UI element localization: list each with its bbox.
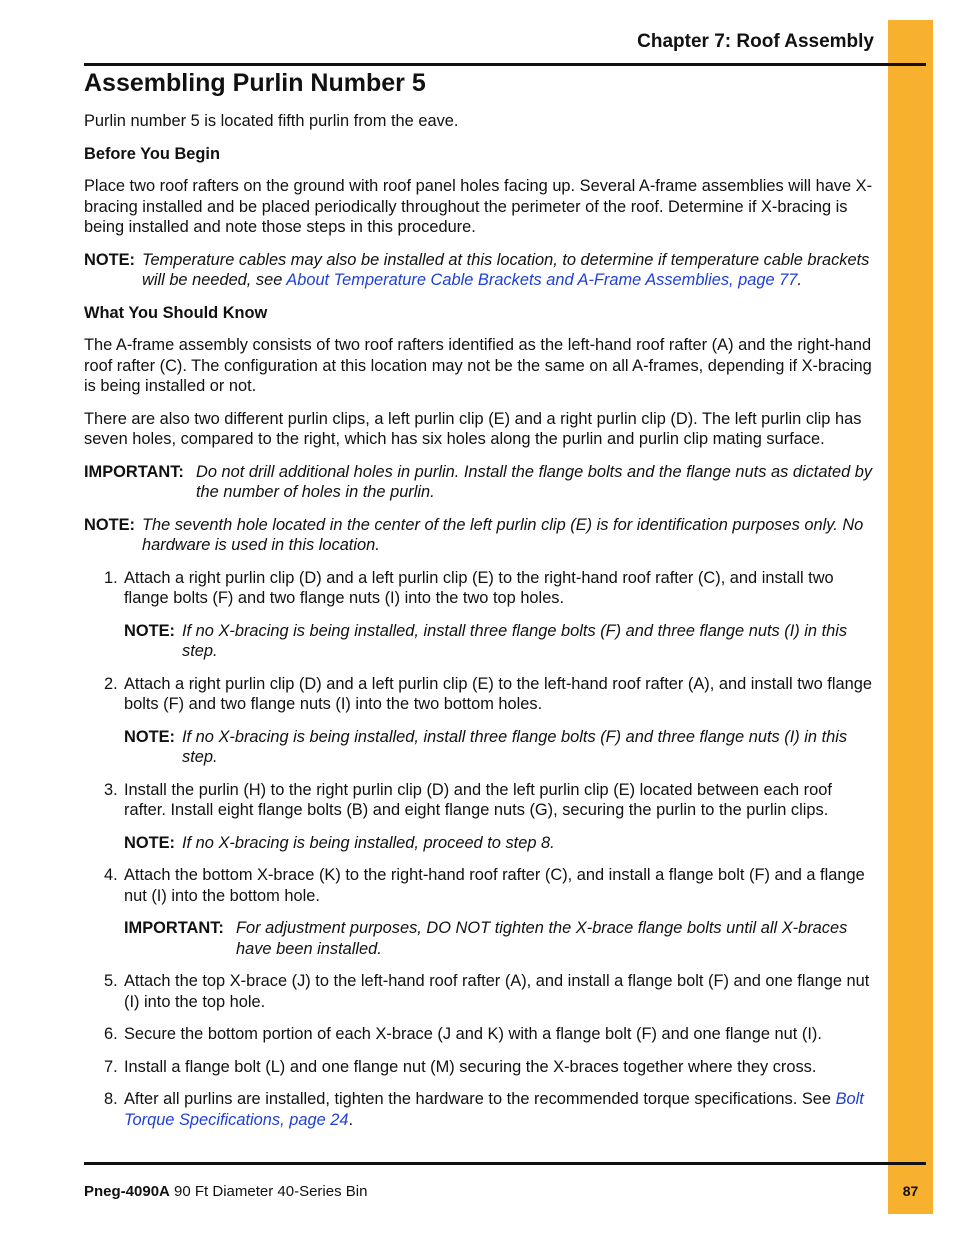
note-body: Temperature cables may also be installed at this location, to determine if temperature cable brackets will be needed, see [142, 250, 870, 289]
page-content [84, 111, 876, 1142]
step-text: Attach the top X-brace (J) to the left-hand roof rafter (A), and install a flange bolt (F) and one flange nut (I) into the top hole. [124, 972, 870, 1011]
step-text [124, 1089, 876, 1130]
document-number: Pneg-4090A [84, 1183, 170, 1200]
step-text: Install a flange bolt (L) and one flange nut (M) securing the X-braces together where they cross. [124, 1057, 817, 1076]
step-text: Attach a right purlin clip (D) and a left purlin clip (E) to the left-hand roof rafter (A), and install two flange bolts (F) and two flange nuts (I) into the two bottom holes. [124, 674, 872, 713]
purlin-clip-paragraph: There are also two different purlin clips, a left purlin clip (E) and a right purlin clip (D). The left purlin clip has seven holes, compared to the right, which has six holes along the purlin and purlin clip mating surface. [84, 409, 862, 448]
note-label: NOTE: [124, 727, 175, 746]
step-8 [84, 1089, 876, 1130]
step-text: Install the purlin (H) to the right purlin clip (D) and the left purlin clip (E) located between each roof rafter. Install eight flange bolts (B) and eight flange nuts (G), securing the purlin to the purlin clips. [124, 780, 832, 819]
note-label: NOTE: [84, 515, 135, 534]
step-text: Secure the bottom portion of each X-brace (J and K) with a flange bolt (F) and one flange nut (I). [124, 1025, 822, 1043]
step-note [124, 833, 876, 854]
step-6 [84, 1024, 876, 1045]
intro-paragraph: Purlin number 5 is located fifth purlin from the eave. [84, 112, 459, 130]
step-1 [84, 568, 876, 662]
step-number: 6. [104, 1025, 118, 1043]
step-number: 8. [104, 1090, 118, 1108]
step-text: Attach a right purlin clip (D) and a left purlin clip (E) to the right-hand roof rafter (C), and install two flange bolts (F) and two flange nuts (I) into the two top holes. [124, 568, 834, 607]
important-label: IMPORTANT: [84, 462, 184, 481]
step-4 [84, 865, 876, 959]
step-number: 1. [104, 568, 118, 587]
step-2 [84, 674, 876, 768]
procedure-steps [84, 568, 876, 1131]
important-drill-note [84, 462, 876, 503]
document-title: 90 Ft Diameter 40-Series Bin [169, 1183, 368, 1200]
important-text: For adjustment purposes, DO NOT tighten the X-brace flange bolts until all X-braces have been installed. [236, 919, 848, 958]
footer [84, 1183, 367, 1200]
note-end: . [797, 271, 802, 289]
chapter-color-tab [888, 20, 933, 1214]
step-5 [84, 971, 876, 1012]
step-number: 3. [104, 780, 118, 799]
step-number: 4. [104, 866, 118, 884]
a-frame-paragraph: The A-frame assembly consists of two roof rafters identified as the left-hand roof rafter (A) and the right-hand roof rafter (C). The configuration at this location may not be the same on all A-frames, depending if X-bracing is being installed or not. [84, 336, 872, 395]
step-text: Attach the bottom X-brace (K) to the right-hand roof rafter (C), and install a flange bolt (F) and a flange nut (I) into the bottom hole. [124, 866, 865, 905]
step-important [124, 918, 876, 959]
note-text: If no X-bracing is being installed, proceed to step 8. [182, 833, 555, 852]
step-number: 7. [104, 1057, 118, 1076]
note-text: If no X-bracing is being installed, install three flange bolts (F) and three flange nuts (I) in this step. [182, 621, 848, 660]
footer-rule [84, 1162, 926, 1165]
note-label: NOTE: [84, 250, 135, 269]
note-label: NOTE: [124, 621, 175, 640]
important-text: Do not drill additional holes in purlin. Install the flange bolts and the flange nuts as dictated by the number of holes in the purlin. [196, 462, 873, 501]
important-label: IMPORTANT: [124, 919, 224, 937]
note-text: If no X-bracing is being installed, install three flange bolts (F) and three flange nuts (I) in this step. [182, 727, 848, 766]
header-rule [84, 63, 926, 66]
page-title: Assembling Purlin Number 5 [84, 69, 426, 97]
note-label: NOTE: [124, 833, 175, 852]
bolt-torque-link[interactable]: Bolt Torque Specifications, page 24 [124, 1090, 864, 1129]
chapter-heading: Chapter 7: Roof Assembly [637, 31, 874, 52]
step-note [124, 727, 876, 768]
step-7 [84, 1057, 876, 1078]
temperature-brackets-link[interactable]: About Temperature Cable Brackets and A-Frame Assemblies, page 77 [286, 271, 798, 289]
before-you-begin-text: Place two roof rafters on the ground with roof panel holes facing up. Several A-frame assemblies will have X-bracing installed and be placed periodically throughout the perimeter of the roof. Determine if X-bracing is being installed and note those steps in this procedure. [84, 177, 873, 236]
note-text [142, 250, 876, 291]
note-text: The seventh hole located in the center of the left purlin clip (E) is for identification purposes only. No hardware is used in this location. [142, 515, 864, 554]
step-body: After all purlins are installed, tighten the hardware to the recommended torque specifications. See [124, 1090, 836, 1108]
before-you-begin-heading: Before You Begin [84, 144, 220, 163]
temperature-cable-note [84, 250, 876, 291]
step-note [124, 621, 876, 662]
seventh-hole-note [84, 515, 876, 556]
step-number: 2. [104, 674, 118, 693]
step-3 [84, 780, 876, 854]
step-number: 5. [104, 972, 118, 990]
what-you-should-know-heading: What You Should Know [84, 303, 268, 322]
page-number: 87 [902, 1183, 919, 1199]
step-end: . [348, 1110, 354, 1129]
